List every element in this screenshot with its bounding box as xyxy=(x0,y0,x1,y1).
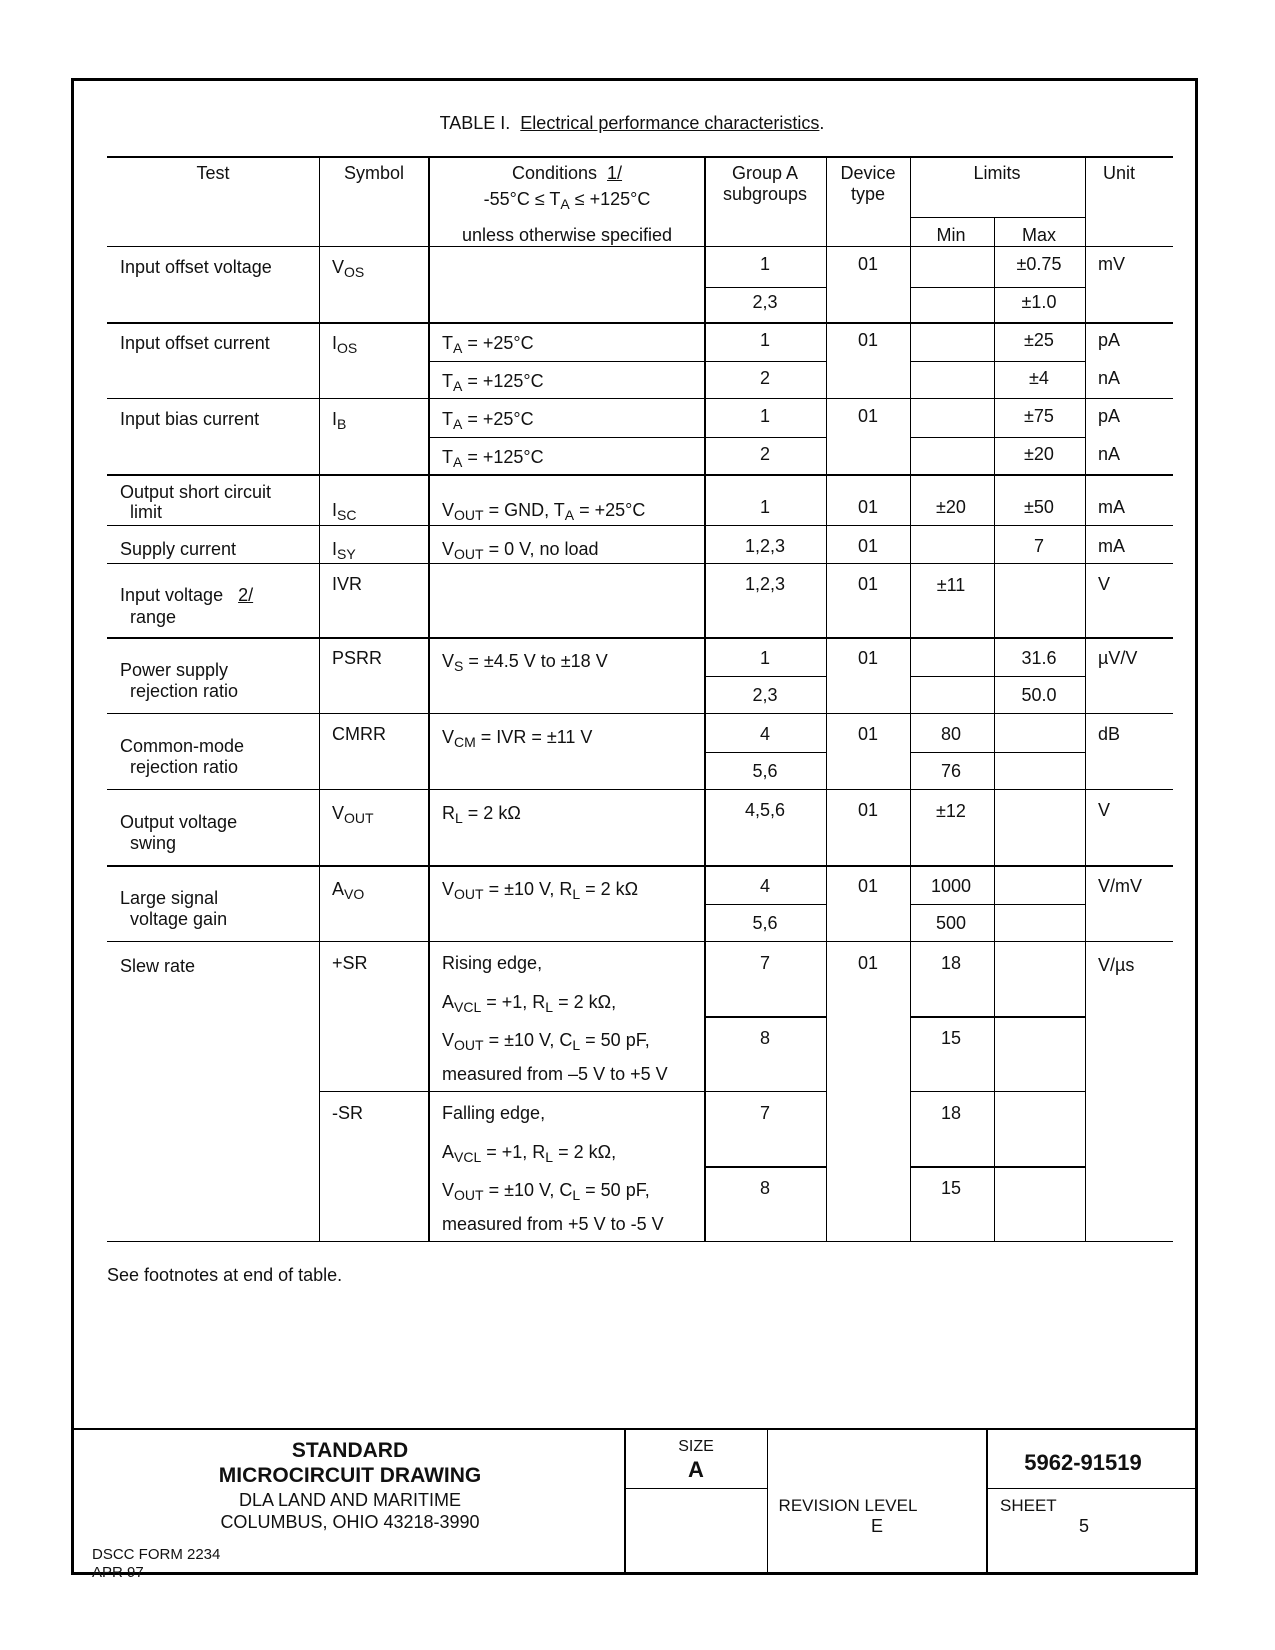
test-name: Output voltage xyxy=(120,812,238,832)
limit-min: 15 xyxy=(940,1028,962,1048)
limit-max: 31.6 xyxy=(1021,648,1057,668)
unit: V/mV xyxy=(1098,876,1143,896)
test-name: Power supply xyxy=(120,660,229,680)
revision-label: REVISION LEVEL xyxy=(778,1496,918,1515)
condition: $A_{VCL} = +1$, $R_L = 2$ kΩ, xyxy=(442,1142,617,1165)
test-name: Slew rate xyxy=(120,956,196,976)
limit-max: 50.0 xyxy=(1021,685,1057,705)
device-type: 01 xyxy=(857,876,879,896)
header-min: Min xyxy=(936,225,966,245)
limit-max: ±25 xyxy=(1024,330,1054,350)
subgroup: 8 xyxy=(759,1178,771,1198)
subgroup: 1,2,3 xyxy=(744,536,786,556)
condition: $V_{OUT} = 0$ V, no load xyxy=(442,539,599,562)
subgroup: 1,2,3 xyxy=(744,574,786,594)
test-name-cont: voltage gain xyxy=(130,909,228,929)
subgroup: 7 xyxy=(759,953,771,973)
condition: $V_{CM}$ = IVR = ±11 V xyxy=(442,727,593,750)
limit-min: 500 xyxy=(935,913,967,933)
test-name: Input voltage 2/ xyxy=(120,585,254,605)
device-type: 01 xyxy=(857,330,879,350)
unit: pA xyxy=(1098,330,1121,350)
test-name-cont: rejection ratio xyxy=(130,757,239,777)
header-subgroups: subgroups xyxy=(722,184,808,204)
header-type: type xyxy=(850,184,886,204)
condition: $T_A = +25^\circ C$ xyxy=(442,409,534,432)
limit-max: ±1.0 xyxy=(1021,292,1057,312)
condition: measured from +5 V to -5 V xyxy=(442,1214,664,1234)
test-name-cont: range xyxy=(130,607,177,627)
form-date: APR 97 xyxy=(92,1564,144,1581)
limit-min: ±12 xyxy=(936,801,966,821)
symbol: $V_{OS}$ xyxy=(332,257,365,280)
device-type: 01 xyxy=(857,724,879,744)
condition: $T_A = +25^\circ C$ xyxy=(442,333,534,356)
limit-min: 15 xyxy=(940,1178,962,1198)
condition: $V_{OUT}$ = GND, $T_A = +25^\circ C$ xyxy=(442,500,646,523)
condition: measured from –5 V to +5 V xyxy=(442,1064,668,1084)
unit: nA xyxy=(1098,368,1121,388)
subgroup: 2 xyxy=(759,368,771,388)
symbol: $A_{VO}$ xyxy=(332,879,365,902)
header-unit: Unit xyxy=(1102,163,1136,183)
test-name: Output short circuit xyxy=(120,482,272,502)
unit: dB xyxy=(1098,724,1121,744)
limit-max: 7 xyxy=(1033,536,1045,556)
condition: Rising edge, xyxy=(442,953,543,973)
subgroup: 1 xyxy=(759,497,771,517)
symbol: $I_{OS}$ xyxy=(332,333,358,356)
footer-address: COLUMBUS, OHIO 43218-3990 xyxy=(220,1512,480,1532)
header-temp-range: $-55^\circ C \le T_A \le +125^\circ C$ xyxy=(483,189,651,212)
test-name: Common-mode xyxy=(120,736,245,756)
test-name: Input offset current xyxy=(120,333,270,353)
condition: $V_{OUT} = \pm 10$ V, $C_L = 50$ pF, xyxy=(442,1030,650,1053)
subgroup: 5,6 xyxy=(752,761,778,781)
limit-min: 80 xyxy=(940,724,962,744)
condition: $T_A = +125^\circ C$ xyxy=(442,371,544,394)
subgroup: 8 xyxy=(759,1028,771,1048)
subgroup: 1 xyxy=(759,330,771,350)
symbol: IVR xyxy=(332,574,363,594)
limit-max: ±50 xyxy=(1024,497,1054,517)
device-type: 01 xyxy=(857,406,879,426)
limit-max: ±4 xyxy=(1029,368,1049,388)
test-name-cont: rejection ratio xyxy=(130,681,239,701)
condition: $R_L = 2$ kΩ xyxy=(442,803,521,826)
footnote-reference: See footnotes at end of table. xyxy=(107,1265,343,1285)
limit-max: ±75 xyxy=(1024,406,1054,426)
limit-min: ±20 xyxy=(936,497,966,517)
header-group-a: Group A xyxy=(731,163,799,183)
header-limits: Limits xyxy=(973,163,1021,183)
device-type: 01 xyxy=(857,536,879,556)
test-name: Large signal xyxy=(120,888,219,908)
subgroup: 4 xyxy=(759,876,771,896)
header-symbol: Symbol xyxy=(343,163,405,183)
subgroup: 7 xyxy=(759,1103,771,1123)
subgroup: 2,3 xyxy=(752,292,778,312)
size-value: A xyxy=(688,1457,704,1482)
test-name-cont: limit xyxy=(130,502,162,522)
limit-max: ±20 xyxy=(1024,444,1054,464)
unit: V/µs xyxy=(1098,955,1135,975)
test-name: Input bias current xyxy=(120,409,260,429)
footer-standard: STANDARD xyxy=(291,1439,409,1462)
symbol: $I_B$ xyxy=(332,409,347,432)
condition: $V_{OUT} = \pm 10$ V, $C_L = 50$ pF, xyxy=(442,1180,650,1203)
limit-min: ±11 xyxy=(936,575,966,595)
device-type: 01 xyxy=(857,800,879,820)
limit-min: 18 xyxy=(940,1103,962,1123)
table-title: TABLE I. Electrical performance characteristics. xyxy=(439,113,825,133)
unit: V xyxy=(1098,800,1111,820)
condition: $V_{OUT} = \pm 10$ V, $R_L = 2$ kΩ xyxy=(442,879,639,902)
limit-min: 76 xyxy=(940,761,962,781)
symbol: $I_{SY}$ xyxy=(332,539,356,562)
unit: pA xyxy=(1098,406,1121,426)
symbol: CMRR xyxy=(332,724,386,744)
document-number: 5962-91519 xyxy=(1024,1450,1142,1475)
unit: µV/V xyxy=(1098,648,1138,668)
symbol: -SR xyxy=(332,1103,363,1123)
limit-max: ±0.75 xyxy=(1016,254,1062,274)
subgroup: 5,6 xyxy=(752,913,778,933)
test-name: Supply current xyxy=(120,539,237,559)
condition: Falling edge, xyxy=(442,1103,546,1123)
footer-agency: DLA LAND AND MARITIME xyxy=(238,1490,462,1510)
symbol: +SR xyxy=(332,953,368,973)
test-name-cont: swing xyxy=(130,833,177,853)
header-test: Test xyxy=(196,163,230,183)
symbol: $I_{SC}$ xyxy=(332,500,357,523)
test-name: Input offset voltage xyxy=(120,257,272,277)
device-type: 01 xyxy=(857,254,879,274)
condition: $A_{VCL} = +1$, $R_L = 2$ kΩ, xyxy=(442,992,617,1015)
header-conditions: Conditions 1/ xyxy=(511,163,623,183)
subgroup: 2,3 xyxy=(752,685,778,705)
header-unless: unless otherwise specified xyxy=(461,225,673,245)
device-type: 01 xyxy=(857,497,879,517)
symbol: PSRR xyxy=(332,648,383,668)
condition: $V_S = \pm 4.5$ V to ±18 V xyxy=(442,651,608,674)
unit: nA xyxy=(1098,444,1121,464)
subgroup: 4 xyxy=(759,724,771,744)
device-type: 01 xyxy=(857,648,879,668)
unit: mV xyxy=(1098,254,1125,274)
symbol: $V_{OUT}$ xyxy=(332,803,374,826)
form-number: DSCC FORM 2234 xyxy=(92,1546,221,1563)
unit: V xyxy=(1098,574,1111,594)
unit: mA xyxy=(1098,497,1125,517)
unit: mA xyxy=(1098,536,1125,556)
sheet-number: 5 xyxy=(1078,1516,1090,1536)
device-type: 01 xyxy=(857,574,879,594)
subgroup: 1 xyxy=(759,406,771,426)
device-type: 01 xyxy=(857,953,879,973)
subgroup: 1 xyxy=(759,648,771,668)
footer-drawing-title: MICROCIRCUIT DRAWING xyxy=(218,1464,482,1487)
subgroup: 1 xyxy=(759,254,771,274)
condition: $T_A = +125^\circ C$ xyxy=(442,447,544,470)
revision-value: E xyxy=(870,1516,884,1536)
subgroup: 2 xyxy=(759,444,771,464)
sheet-label: SHEET xyxy=(1000,1496,1057,1515)
header-device: Device xyxy=(840,163,896,183)
limit-min: 1000 xyxy=(930,876,972,896)
subgroup: 4,5,6 xyxy=(744,800,786,820)
limit-min: 18 xyxy=(940,953,962,973)
header-max: Max xyxy=(1021,225,1057,245)
size-label: SIZE xyxy=(678,1438,714,1455)
